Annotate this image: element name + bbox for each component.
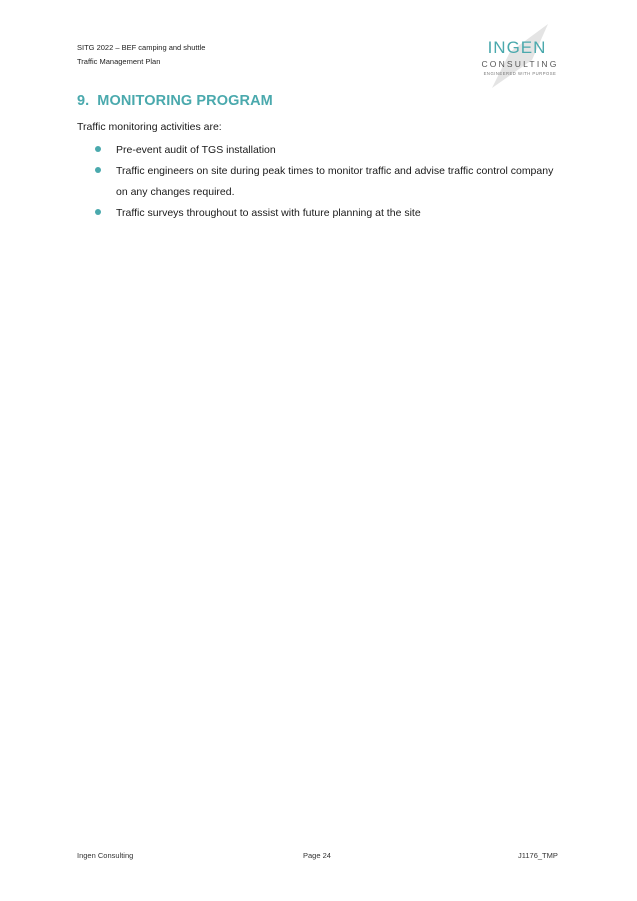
bullet-dot-icon <box>95 146 101 152</box>
section-number: 9. <box>77 93 90 109</box>
bullet-text: Traffic engineers on site during peak times to monitor traffic and advise traffic control company on any changes required. <box>116 165 554 198</box>
bullet-dot-icon <box>95 167 101 173</box>
footer-company: Ingen Consulting <box>77 851 134 860</box>
logo-tagline-text: ENGINEERED WITH PURPOSE <box>483 71 557 76</box>
intro-paragraph: Traffic monitoring activities are: <box>77 121 222 133</box>
footer-document-code: J1176_TMP <box>518 851 558 860</box>
section-heading <box>77 93 273 109</box>
logo-middle-text: CONSULTING <box>481 59 559 69</box>
bullet-dot-icon <box>95 209 101 215</box>
bullet-text: Pre-event audit of TGS installation <box>116 144 276 156</box>
header-project-title: SITG 2022 – BEF camping and shuttle <box>77 43 206 52</box>
bullet-item <box>95 203 565 224</box>
bullet-item <box>95 161 565 203</box>
bullet-text: Traffic surveys throughout to assist with future planning at the site <box>116 207 421 219</box>
footer-page-number: Page 24 <box>303 851 331 860</box>
bullet-list <box>95 140 565 224</box>
page-header <box>77 41 205 69</box>
header-document-title: Traffic Management Plan <box>77 57 161 66</box>
logo-top-text: INGEN <box>487 38 547 57</box>
ingen-consulting-logo <box>470 24 570 88</box>
bullet-item <box>95 140 565 161</box>
section-title: MONITORING PROGRAM <box>97 93 273 109</box>
